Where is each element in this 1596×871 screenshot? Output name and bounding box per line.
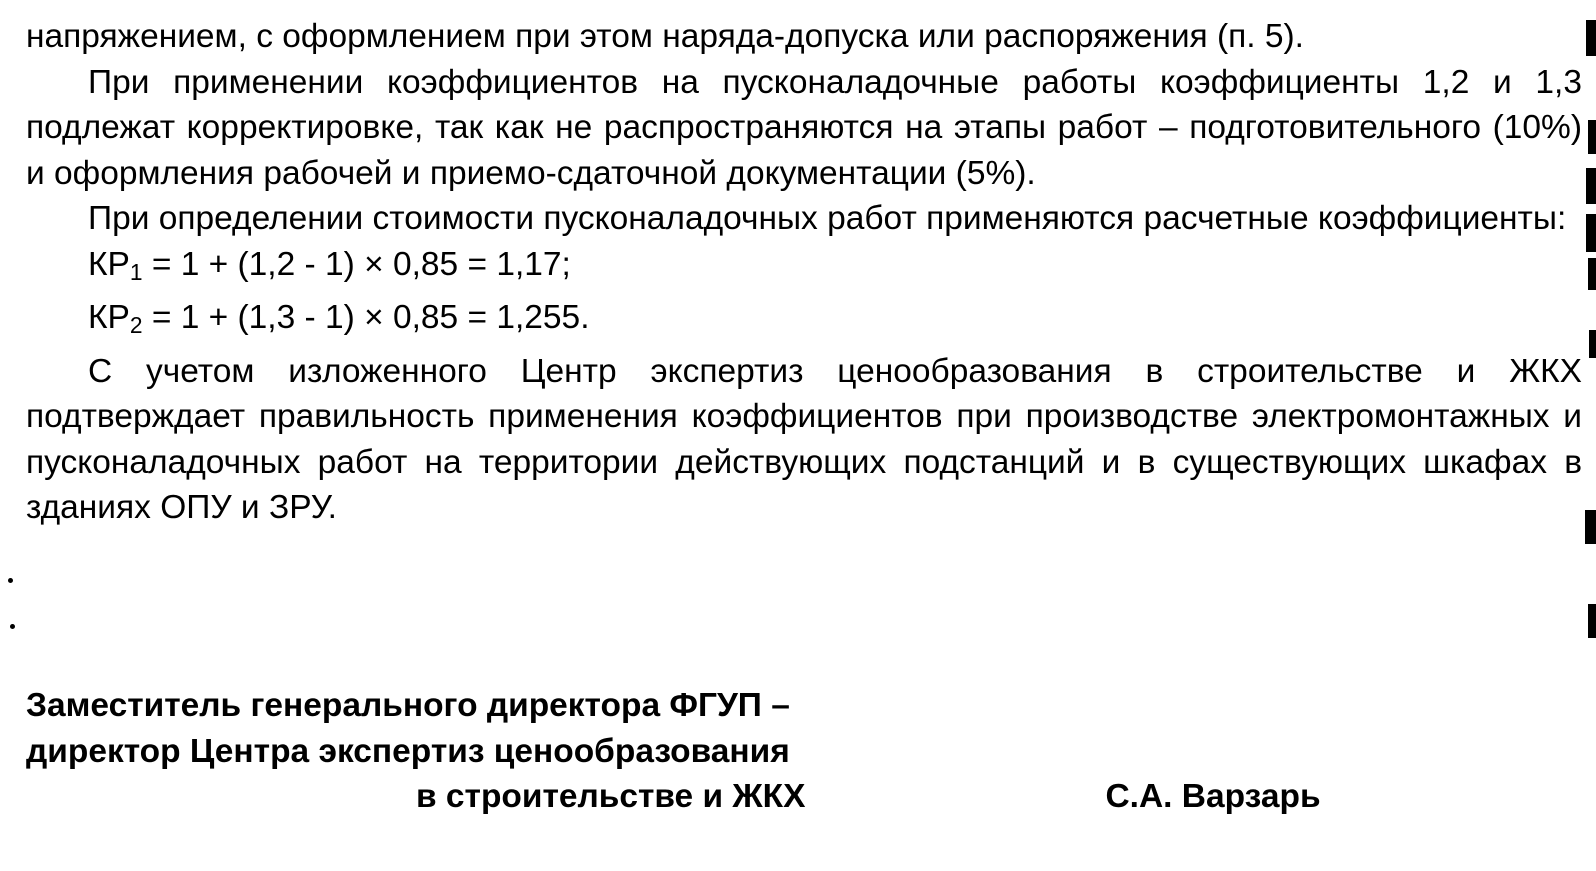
formula-kr2-body: = 1 + (1,3 - 1) × 0,85 = 1,255. [142, 299, 590, 336]
paragraph-coefficients: При применении коэффициентов на пусконаладочные работы коэффициенты 1,2 и 1,3 подлежат корректировке, так как не распространяются на этапы работ – подготовительного (10%) и оформления рабочей и приемо-сдаточной документации (5%). [26, 63, 1582, 192]
signature-title-line-3: в строительстве и ЖКХ [416, 778, 806, 815]
formula-kr2-subscript: 2 [129, 312, 143, 338]
signature-title-line-2: директор Центра экспертиз ценообразования [26, 732, 790, 770]
signature-block [26, 683, 1582, 820]
document-body [26, 14, 1582, 531]
scan-edge-artifact [1586, 214, 1596, 252]
scan-edge-artifact [1588, 258, 1596, 290]
formula-kr1-body: = 1 + (1,2 - 1) × 0,85 = 1,17; [142, 245, 571, 283]
scan-edge-artifact [1585, 510, 1596, 544]
formula-kr1-subscript: 1 [129, 258, 143, 285]
scan-edge-artifact [1586, 168, 1596, 204]
scan-edge-artifact [1588, 120, 1596, 154]
paragraph-conclusion: С учетом изложенного Центр экспертиз ценообразования в строительстве и ЖКХ подтверждает правильность применения коэффициентов при производстве электромонтажных и пусконаладочных работ на территории действующих подстанций и в существующих шкафах в зданиях ОПУ и ЗРУ. [26, 352, 1582, 526]
scan-edge-artifact [1589, 330, 1596, 358]
signature-title-line-1: Заместитель генерального директора ФГУП – [26, 687, 790, 724]
scan-speck-artifact [10, 624, 15, 629]
formula-kr2 [26, 295, 1582, 349]
paragraph-calculation-intro: При определении стоимости пусконаладочных работ применяются расчетные коэффициенты: [88, 200, 1567, 237]
signature-final-line [26, 774, 1582, 820]
formula-kr1 [26, 242, 1582, 296]
scan-speck-artifact [8, 578, 13, 583]
scan-edge-artifact [1588, 604, 1596, 638]
paragraph-continuation: напряжением, с оформлением при этом наряда-допуска или распоряжения (п. 5). [26, 18, 1304, 55]
signature-name: С.А. Варзарь [1105, 778, 1321, 815]
formula-kr1-prefix: КР [88, 245, 130, 283]
formula-kr2-prefix: КР [88, 299, 130, 336]
scan-edge-artifact [1586, 20, 1596, 56]
